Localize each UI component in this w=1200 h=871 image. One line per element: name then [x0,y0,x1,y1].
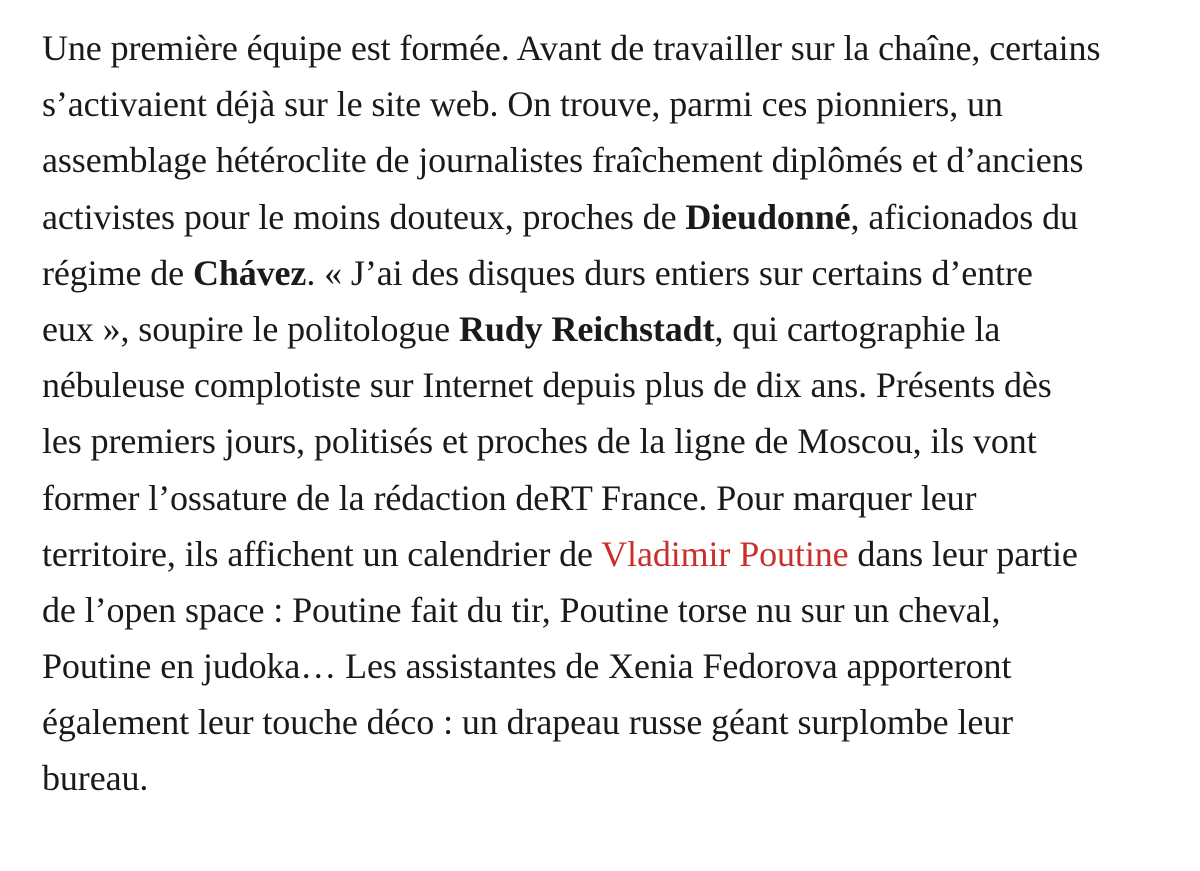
paragraph-line: également leur touche déco : un drapeau russe géant surplombe leur [42,702,1014,743]
text-segment: eux », soupire le politologue [42,308,459,349]
text-segment: activistes pour le moins douteux, proches de [42,196,686,237]
paragraph-line: assemblage hétéroclite de journalistes fraîchement diplômés et d’anciens [42,140,1084,181]
paragraph-line [42,245,1172,301]
paragraph-line [42,301,1172,357]
text-segment: , aficionados du [850,196,1078,237]
vladimir-poutine-link[interactable]: Vladimir Poutine [601,533,849,574]
text-segment: , qui cartographie la [714,308,1001,349]
article-paragraph [42,20,1172,807]
paragraph-line: nébuleuse complotiste sur Internet depuis plus de dix ans. Présents dès [42,365,1052,406]
paragraph-line: de l’open space : Poutine fait du tir, Poutine torse nu sur un cheval, [42,589,1001,630]
paragraph-line: bureau. [42,758,149,799]
bold-name-chavez: Chávez [192,252,307,293]
text-segment: régime de [42,252,193,293]
paragraph-line: s’activaient déjà sur le site web. On trouve, parmi ces pionniers, un [42,84,1003,125]
text-segment: dans leur partie [848,533,1078,574]
paragraph-line: Poutine en judoka… Les assistantes de Xenia Fedorova apporteront [42,646,1012,687]
paragraph-line: les premiers jours, politisés et proches de la ligne de Moscou, ils vont [42,421,1037,462]
paragraph-line: former l’ossature de la rédaction deRT France. Pour marquer leur [42,477,977,518]
bold-name-rudy-reichstadt: Rudy Reichstadt [458,308,715,349]
paragraph-line: Une première équipe est formée. Avant de travailler sur la chaîne, certains [42,28,1101,68]
text-segment: territoire, ils affichent un calendrier de [42,533,602,574]
paragraph-line [42,526,1172,582]
paragraph-line [42,189,1172,245]
text-segment: . « J’ai des disques durs entiers sur certains d’entre [306,252,1033,293]
bold-name-dieudonne: Dieudonné [685,196,851,237]
